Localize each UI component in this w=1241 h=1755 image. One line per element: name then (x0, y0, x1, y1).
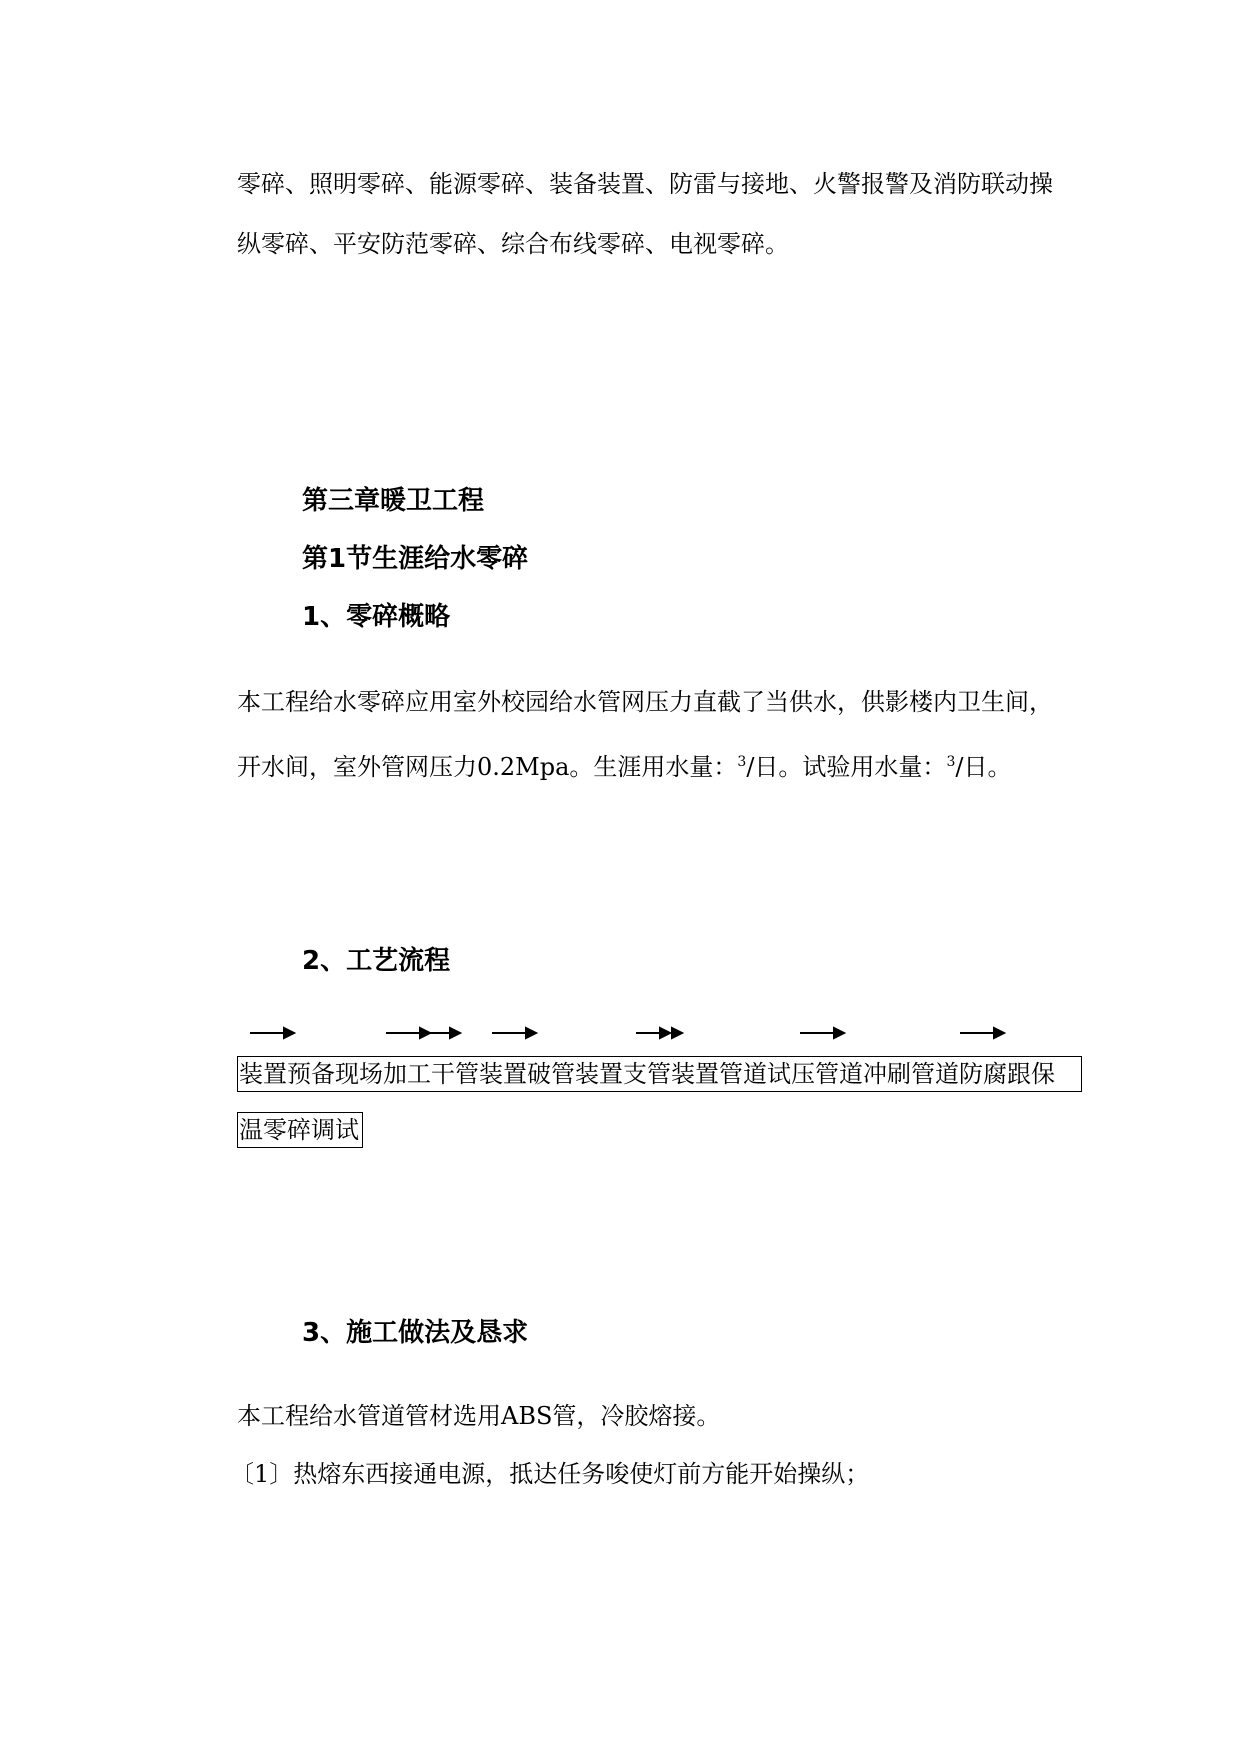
subsection-3-title: 3、施工做法及恳求 (302, 1318, 529, 1348)
flow-line-1: 装置预备现场加工干管装置破管装置支管装置管道试压管道冲刷管道防腐跟保 (237, 1056, 1082, 1092)
subsection-3-item-1: 〔1〕热熔东西接通电源，抵达任务唆使灯前方能开始操纵； (230, 1460, 870, 1488)
subsection-1-title: 1、零碎概略 (302, 602, 451, 632)
subsection-1-para-line-2 (237, 746, 1011, 783)
superscript-2: 3 (946, 754, 956, 770)
section-title: 第1节生涯给水零碎 (302, 544, 529, 574)
subsection-3-para: 本工程给水管道管材选用ABS管，冷胶熔接。 (237, 1402, 721, 1430)
para-text-c: /日。 (955, 753, 1012, 781)
flow-arrow-icon (800, 1028, 844, 1038)
superscript-1: 3 (737, 754, 747, 770)
flow-arrow-icon (960, 1028, 1004, 1038)
para-text-a: 开水间，室外管网压力0.2Mpa。生涯用水量： (237, 753, 738, 781)
flow-arrow-icon (386, 1028, 460, 1038)
chapter-title: 第三章暖卫工程 (302, 486, 485, 516)
subsection-1-para-line-1: 本工程给水零碎应用室外校园给水管网压力直截了当供水，供影楼内卫生间， (237, 688, 1053, 716)
para-text-b: /日。试验用水量： (746, 753, 947, 781)
subsection-2-title: 2、工艺流程 (302, 946, 451, 976)
intro-line-1: 零碎、照明零碎、能源零碎、装备装置、防雷与接地、火警报警及消防联动操 (237, 170, 1053, 198)
flow-arrow-icon (636, 1028, 682, 1038)
flow-arrow-icon (250, 1028, 294, 1038)
intro-line-2: 纵零碎、平安防范零碎、综合布线零碎、电视零碎。 (237, 230, 789, 258)
flow-arrows (0, 1018, 1241, 1048)
flow-line-2: 温零碎调试 (237, 1112, 363, 1148)
flow-arrow-icon (492, 1028, 536, 1038)
